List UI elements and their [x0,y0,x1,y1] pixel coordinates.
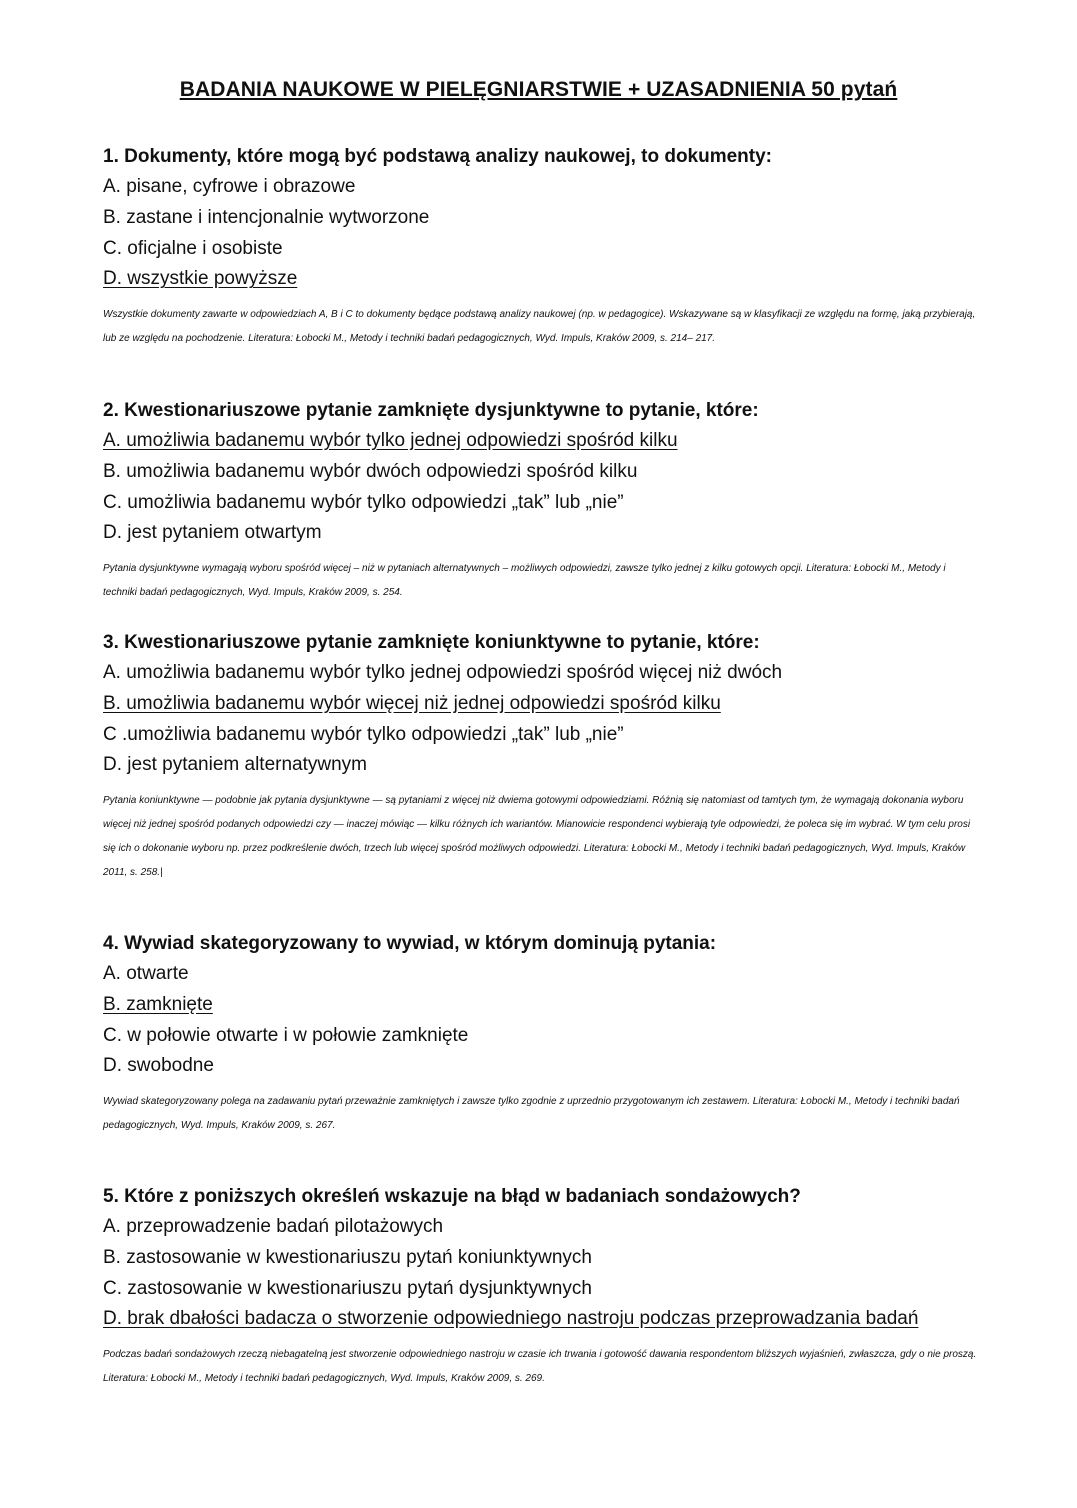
answer-option-a: A. przeprowadzenie badań pilotażowych [103,1216,444,1237]
answer-option-d: D. jest pytaniem alternatywnym [103,754,367,776]
answer-option-b: B. umożliwia badanemu wybór dwóch odpowiedzi spośród kilku [103,460,638,482]
question-title: 3. Kwestionariuszowe pytanie zamknięte koniunktywne to pytanie, które: [103,632,760,653]
answer-option-b: B. zastosowanie w kwestionariuszu pytań koniunktywnych [103,1246,592,1268]
answer-option-c: C. umożliwia badanemu wybór tylko odpowiedzi „tak” lub „nie” [103,491,624,513]
explanation: Wywiad skategoryzowany polega na zadawaniu pytań przeważnie zamkniętych i zawsze tylko zgodnie z uprzednio przygotowanym ich zestawem. Literatura: Łobocki M., Metody i techniki badań pedagogicznych, Wyd. Impuls, Kraków 2009, s. 267. [103,1096,960,1132]
answer-option-b: B. zastane i intencjonalnie wytworzone [103,206,430,228]
explanation: Pytania koniunktywne — podobnie jak pytania dysjunktywne — są pytaniami z więcej niż dwiema gotowymi odpowiedziami. Różnią się natomiast od tamtych tym, że wymagają dokonania wyboru więcej niż jednej spośród podanych odpowiedzi czy — inaczej mówiąc — kilku różnych ich wariantów. Mianowicie respondenci wybierają tyle odpowiedzi, że poleca się im wybrać. W tym celu prosi się ich o dokonanie wyboru np. przez podkreślenie dwóch, trzech lub więcej spośród możliwych odpowiedzi. Literatura: Łobocki M., Metody i techniki badań pedagogicznych, Wyd. Impuls, Kraków 2011, s. 258.| [103,795,971,879]
explanation: Podczas badań sondażowych rzeczą niebagatelną jest stworzenie odpowiedniego nastroju w czasie ich trwania i gotowość dawania respondentom bliższych wyjaśnień, zwłaszcza, gdy o nie proszą. Literatura: Łobocki M., Metody i techniki badań pedagogicznych, Wyd. Impuls, Kraków 2009, s. 269. [103,1349,977,1385]
answer-option-d: D. swobodne [103,1055,214,1077]
question-2 [103,396,983,605]
answer-option-a: A. otwarte [103,963,189,984]
document-title: BADANIA NAUKOWE W PIELĘGNIARSTWIE + UZASADNIENIA 50 pytań [179,78,898,101]
question-3 [103,628,983,885]
answer-option-a-correct: A. umożliwia badanemu wybór tylko jednej odpowiedzi spośród kilku [103,430,678,451]
explanation: Wszystkie dokumenty zawarte w odpowiedziach A, B i C to dokumenty będące podstawą analizy naukowej (np. w pedagogice). Wskazywane są w klasyfikacji ze względu na formę, jaką przybierają, lub ze względu na pochodzenie. Literatura: Łobocki M., Metody i techniki badań pedagogicznych, Wyd. Impuls, Kraków 2009, s. 214– 217. [103,309,976,345]
answer-option-a: A. pisane, cyfrowe i obrazowe [103,176,356,197]
answer-option-d-correct: D. wszystkie powyższe [103,268,298,290]
explanation: Pytania dysjunktywne wymagają wyboru spośród więcej – niż w pytaniach alternatywnych – możliwych odpowiedzi, zawsze tylko jednej z kilku gotowych opcji. Literatura: Łobocki M., Metody i techniki badań pedagogicznych, Wyd. Impuls, Kraków 2009, s. 254. [103,563,946,599]
answer-option-b-correct: B. zamknięte [103,993,213,1015]
answer-option-b-correct: B. umożliwia badanemu wybór więcej niż jednej odpowiedzi spośród kilku [103,692,721,714]
answer-option-c: C. zastosowanie w kwestionariuszu pytań dysjunktywnych [103,1277,592,1299]
answer-option-c: C. oficjalne i osobiste [103,237,283,259]
answer-option-c: C. w połowie otwarte i w połowie zamknięte [103,1024,469,1046]
question-title: 1. Dokumenty, które mogą być podstawą analizy naukowej, to dokumenty: [103,146,773,167]
answer-option-c: C .umożliwia badanemu wybór tylko odpowiedzi „tak” lub „nie” [103,723,624,745]
question-5 [103,1182,983,1391]
question-title: 2. Kwestionariuszowe pytanie zamknięte dysjunktywne to pytanie, które: [103,400,759,421]
question-4 [103,929,983,1138]
answer-option-d-correct: D. brak dbałości badacza o stworzenie odpowiedniego nastroju podczas przeprowadzania badań [103,1308,919,1330]
answer-option-a: A. umożliwia badanemu wybór tylko jednej odpowiedzi spośród więcej niż dwóch [103,662,783,683]
question-title: 5. Które z poniższych określeń wskazuje na błąd w badaniach sondażowych? [103,1186,801,1207]
question-1 [103,142,983,351]
answer-option-d: D. jest pytaniem otwartym [103,522,322,544]
question-title: 4. Wywiad skategoryzowany to wywiad, w którym dominują pytania: [103,933,717,954]
